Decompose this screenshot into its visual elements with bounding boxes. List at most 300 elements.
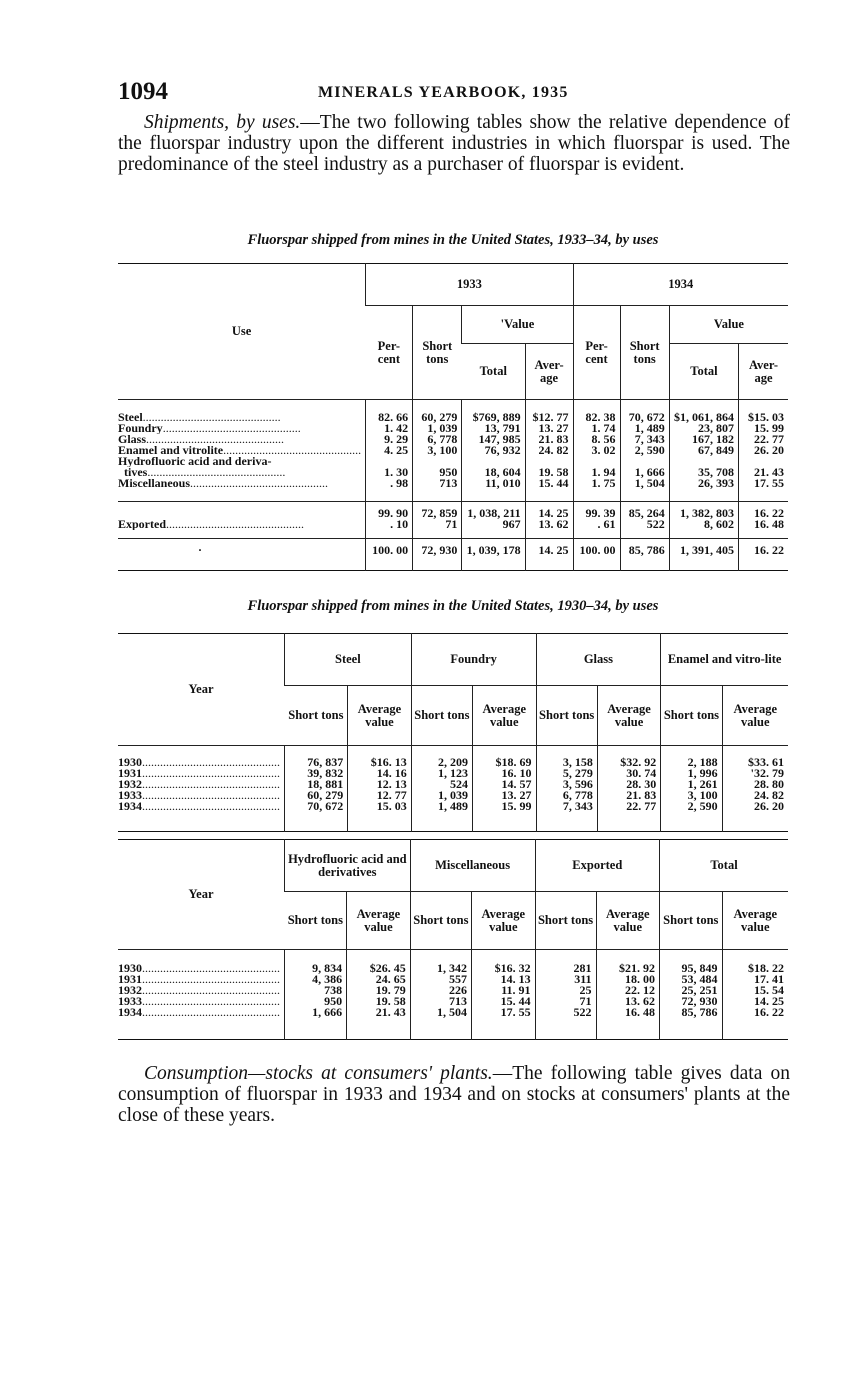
table-cell: [739, 502, 788, 539]
data-value: [538, 963, 592, 974]
data-value-text: 713: [439, 478, 458, 489]
data-value-text: 21. 83: [626, 790, 657, 801]
year-label-text: 1934: [118, 801, 142, 812]
data-value-text: $16. 13: [370, 757, 407, 768]
data-value: [600, 779, 656, 790]
leader-dots: ..............................................: [142, 996, 280, 1007]
table-row: [118, 950, 788, 1040]
short-tons-header: Short tons: [411, 686, 472, 746]
data-value: [725, 996, 784, 1007]
data-value-text: 1, 039: [438, 790, 469, 801]
data-value: [350, 768, 406, 779]
data-value: [287, 768, 343, 779]
data-value: [672, 478, 734, 489]
data-value-text: 3, 158: [562, 757, 593, 768]
steel-average-value: [348, 746, 411, 832]
table2-part1: [118, 633, 788, 832]
short-tons-1933-values: [413, 400, 462, 502]
total-cell: 14. 25: [525, 539, 573, 571]
data-value: [414, 779, 468, 790]
data-value-text: 16. 10: [501, 768, 532, 779]
data-value-text: 1, 489: [438, 801, 469, 812]
data-value: [464, 478, 520, 489]
data-value: [623, 467, 665, 478]
use-label: [118, 478, 361, 489]
year-label-text: 1934: [118, 1007, 142, 1018]
data-value-text: 8, 602: [704, 519, 735, 530]
enamel-short-tons: [661, 746, 722, 832]
data-value-text: 12. 77: [376, 790, 407, 801]
data-value: [576, 508, 616, 519]
data-value-text: '32. 79: [750, 768, 784, 779]
data-value: [287, 790, 343, 801]
short-tons-header: Short tons: [535, 892, 596, 950]
data-value-text: 14. 25: [754, 996, 784, 1007]
total-cell: 85, 786: [620, 539, 669, 571]
use-label-text: Foundry: [118, 423, 163, 434]
year-label: [118, 801, 280, 812]
use-label: [118, 445, 361, 456]
data-value-text: 6, 778: [427, 434, 458, 445]
data-value: [464, 412, 520, 423]
leader-dots: ..............................................: [147, 467, 286, 478]
data-value: [725, 779, 784, 790]
data-value: [414, 768, 468, 779]
use-header: Use: [118, 264, 366, 400]
group-header-miscellaneous: Miscellaneous: [410, 840, 535, 892]
group-header-exported: Exported: [535, 840, 659, 892]
year-label: [118, 779, 280, 790]
year-1934-header: 1934: [573, 264, 788, 306]
use-label-text: Steel: [118, 412, 143, 423]
data-value-text: 99. 90: [378, 508, 409, 519]
exported-short-tons: [535, 950, 596, 1040]
data-value-text: 60, 279: [421, 412, 458, 423]
data-value-text: 17. 55: [754, 478, 784, 489]
use-labels: [118, 400, 366, 502]
data-value-text: . 61: [597, 519, 616, 530]
data-value: [600, 768, 656, 779]
data-value: [368, 478, 408, 489]
data-value-text: 28. 30: [626, 779, 657, 790]
total-cell: 100. 00: [573, 539, 620, 571]
data-value-text: 1, 504: [634, 478, 665, 489]
data-value: [725, 974, 784, 985]
data-value-text: 557: [449, 974, 468, 985]
data-value: [287, 801, 343, 812]
data-value-text: 522: [573, 1007, 592, 1018]
leader-dots: ..............................................: [142, 1007, 280, 1018]
data-value-text: 35, 708: [698, 467, 735, 478]
data-value-text: 1, 504: [437, 1007, 468, 1018]
percent-1934-values: [573, 400, 620, 502]
total-average-value: [722, 950, 788, 1040]
total-value-1933-values: [462, 400, 525, 502]
average-header: Aver-age: [739, 344, 788, 400]
data-value-text: 522: [646, 519, 665, 530]
data-value-text: 5, 279: [562, 768, 593, 779]
data-value-text: 13. 62: [625, 996, 656, 1007]
data-value-text: 2, 209: [438, 757, 469, 768]
totals-label: ·: [198, 543, 203, 557]
data-value: [475, 790, 531, 801]
data-value-text: 13, 791: [484, 423, 521, 434]
data-value: [368, 423, 408, 434]
data-value-text: . 98: [390, 478, 409, 489]
table2-part2: [118, 839, 788, 1040]
year-label-text: 1933: [118, 790, 142, 801]
data-value-text: 76, 932: [484, 445, 521, 456]
data-value: [623, 412, 665, 423]
leader-dots: ..............................................: [142, 963, 280, 974]
group-header-hydrofluoric: Hydrofluoric acid and derivatives: [285, 840, 411, 892]
data-value-text: . 10: [390, 519, 409, 530]
data-value-text: 21. 43: [375, 1007, 406, 1018]
glass-short-tons: [536, 746, 597, 832]
short-tons-header: Short tons: [285, 686, 348, 746]
data-value-text: 1, 996: [687, 768, 718, 779]
data-value: [725, 1007, 784, 1018]
data-value: [623, 519, 665, 530]
data-value-text: 16. 22: [754, 508, 784, 519]
consumption-lead: Consumption—stocks at consumers' plants.: [144, 1063, 493, 1084]
short-tons-header: Short tons: [661, 686, 722, 746]
data-value: [662, 974, 717, 985]
data-value-text: 17. 55: [500, 1007, 531, 1018]
data-value-text: 82. 66: [378, 412, 409, 423]
data-value-text: $769, 889: [472, 412, 521, 423]
data-value: [287, 1007, 342, 1018]
data-value: [415, 478, 457, 489]
year-label: [118, 985, 280, 996]
data-value: [528, 467, 569, 478]
use-label-text: Enamel and vitrolite: [118, 445, 224, 456]
average-value-header: Average value: [722, 686, 788, 746]
data-value: [663, 779, 717, 790]
export-label: [118, 508, 361, 519]
average-value-header: Average value: [347, 892, 411, 950]
data-value-text: 70, 672: [628, 412, 665, 423]
data-value: [663, 801, 717, 812]
data-value: [663, 757, 717, 768]
data-value-text: 16. 48: [754, 519, 784, 530]
year-labels: [118, 950, 285, 1040]
intro-text: —The two following tables show the relative dependence of the fluorspar industry upon the different industries in which fluorspar is used. The predominance of the steel industry as a purchaser of fluorspar is evident.: [118, 112, 790, 175]
data-value: [741, 467, 784, 478]
table-cell: [669, 502, 738, 539]
data-value: [350, 757, 406, 768]
data-value: [576, 423, 616, 434]
data-value: [672, 467, 734, 478]
year-label: [118, 757, 280, 768]
total-cell: 1, 039, 178: [462, 539, 525, 571]
short-tons-header: Short tons: [410, 892, 471, 950]
year-label-text: 1931: [118, 974, 142, 985]
data-value: [464, 519, 520, 530]
data-value: [538, 1007, 592, 1018]
data-value-text: 85, 786: [681, 1007, 718, 1018]
data-value: [415, 456, 457, 467]
year-labels: [118, 746, 285, 832]
leader-dots: ..............................................: [190, 478, 328, 489]
data-value: [741, 423, 784, 434]
data-value-text: 16. 48: [625, 1007, 656, 1018]
data-value-text: 15. 99: [501, 801, 532, 812]
data-value-text: 17. 41: [754, 974, 784, 985]
data-value-text: 967: [502, 519, 521, 530]
group-header-total: Total: [660, 840, 788, 892]
data-value-text: 19. 58: [375, 996, 406, 1007]
data-value: [350, 790, 406, 801]
data-value: [741, 508, 784, 519]
year-label: [118, 974, 280, 985]
data-value-text: 19. 58: [538, 467, 569, 478]
short-tons-header: Short tons: [536, 686, 597, 746]
data-value-text: 15. 44: [500, 996, 531, 1007]
data-value-text: 30. 74: [626, 768, 657, 779]
data-value: [287, 974, 342, 985]
data-value: [368, 456, 408, 467]
year-label-text: 1931: [118, 768, 142, 779]
leader-dots: ..............................................: [146, 434, 285, 445]
data-value-text: 22. 77: [754, 434, 784, 445]
data-value: [415, 519, 457, 530]
leader-dots: ..............................................: [142, 768, 280, 779]
data-value: [528, 434, 569, 445]
data-value: [350, 779, 406, 790]
data-value: [464, 508, 520, 519]
data-value: [349, 996, 406, 1007]
data-value-text: $21. 92: [619, 963, 656, 974]
data-value: [528, 519, 569, 530]
data-value-text: 24. 65: [375, 974, 406, 985]
data-value-text: 1, 261: [687, 779, 718, 790]
group-header-enamel: Enamel and vitro-lite: [661, 634, 788, 686]
total-cell: 100. 00: [366, 539, 413, 571]
total-cell: 72, 930: [413, 539, 462, 571]
data-value-text: 67, 849: [698, 445, 735, 456]
data-value: [663, 768, 717, 779]
data-value-text: 950: [439, 467, 458, 478]
data-value-text: 60, 279: [307, 790, 344, 801]
data-value-text: 14. 25: [538, 508, 569, 519]
data-value-text: $12. 77: [532, 412, 569, 423]
data-value-text: 311: [574, 974, 592, 985]
data-value: [600, 801, 656, 812]
leader-dots: ..............................................: [166, 519, 304, 530]
data-value-text: 26. 20: [754, 445, 784, 456]
leader-dots: ..............................................: [142, 412, 281, 423]
leader-dots: ..............................................: [223, 445, 362, 456]
year-label: [118, 996, 280, 1007]
average-value-header: Average value: [472, 892, 536, 950]
year-header: Year: [118, 634, 285, 746]
group-header-foundry: Foundry: [411, 634, 536, 686]
data-value: [287, 996, 342, 1007]
data-value: [287, 985, 342, 996]
total-cell: 16. 22: [739, 539, 788, 571]
data-value-text: 738: [324, 985, 343, 996]
group-header-glass: Glass: [536, 634, 661, 686]
page-number: 1094: [118, 78, 168, 105]
data-value: [725, 768, 784, 779]
data-value: [662, 996, 717, 1007]
data-value-text: 53, 484: [681, 974, 718, 985]
data-value-text: 13. 62: [538, 519, 569, 530]
data-value: [672, 434, 734, 445]
data-value-text: 21. 83: [538, 434, 569, 445]
data-value: [741, 434, 784, 445]
year-label-text: 1933: [118, 996, 142, 1007]
data-value: [672, 423, 734, 434]
data-value-text: 8. 56: [591, 434, 616, 445]
foundry-short-tons: [411, 746, 472, 832]
year-label: [118, 768, 280, 779]
data-value: [538, 985, 592, 996]
data-value-text: 22. 12: [625, 985, 656, 996]
data-value: [599, 985, 656, 996]
value-header: 'Value: [462, 306, 573, 344]
data-value: [414, 801, 468, 812]
data-value-text: 72, 930: [681, 996, 718, 1007]
data-value-text: 11, 010: [485, 478, 521, 489]
data-value: [528, 478, 569, 489]
data-value-text: 99. 39: [585, 508, 616, 519]
data-value: [741, 478, 784, 489]
data-value-text: 15. 03: [376, 801, 407, 812]
data-value-text: 26. 20: [754, 801, 784, 812]
data-value-text: 1, 382, 803: [680, 508, 735, 519]
data-value: [576, 456, 616, 467]
data-value: [539, 779, 593, 790]
short-tons-header: Short tons: [285, 892, 347, 950]
data-value-text: 1. 30: [384, 467, 409, 478]
use-label: [118, 467, 361, 478]
data-value-text: 19. 79: [375, 985, 406, 996]
data-value-text: 1. 42: [384, 423, 409, 434]
data-value-text: 95, 849: [681, 963, 718, 974]
data-value: [413, 963, 467, 974]
table-row: [118, 400, 788, 502]
data-value: [413, 1007, 467, 1018]
data-value: [464, 456, 520, 467]
data-value: [287, 963, 342, 974]
data-value-text: $18. 69: [495, 757, 532, 768]
use-label: [118, 423, 361, 434]
data-value-text: 15. 99: [754, 423, 784, 434]
table-cell: [462, 502, 525, 539]
average-value-header: Average value: [722, 892, 788, 950]
data-value: [349, 963, 406, 974]
data-value-text: 71: [579, 996, 592, 1007]
data-value: [350, 801, 406, 812]
short-tons-header: Short tons: [620, 306, 669, 400]
data-value: [672, 412, 734, 423]
data-value: [741, 445, 784, 456]
data-value-text: 3, 100: [427, 445, 458, 456]
page-header: [118, 78, 788, 108]
data-value-text: 76, 837: [307, 757, 344, 768]
data-value-text: 82. 38: [585, 412, 616, 423]
data-value: [414, 790, 468, 801]
data-value-text: 226: [449, 985, 468, 996]
table1: [118, 263, 788, 571]
data-value-text: 1. 74: [591, 423, 616, 434]
data-value-text: 26, 393: [698, 478, 735, 489]
use-label-text: Miscellaneous: [118, 478, 190, 489]
data-value: [576, 412, 616, 423]
data-value: [662, 985, 717, 996]
group-header-steel: Steel: [285, 634, 412, 686]
enamel-average-value: [722, 746, 788, 832]
data-value-text: 11. 91: [501, 985, 531, 996]
year-label: [118, 963, 280, 974]
data-value: [474, 996, 531, 1007]
data-value-text: $26. 45: [369, 963, 406, 974]
data-value-text: 1, 489: [634, 423, 665, 434]
data-value-text: 1, 039: [427, 423, 458, 434]
data-value-text: 4, 386: [312, 974, 343, 985]
data-value-text: 28. 80: [754, 779, 784, 790]
use-label-text: Hydrofluoric acid and deriva-: [118, 456, 272, 467]
data-value-text: 25: [579, 985, 592, 996]
data-value: [599, 1007, 656, 1018]
average-value-header: Average value: [596, 892, 660, 950]
data-value: [368, 445, 408, 456]
data-value: [539, 790, 593, 801]
data-value-text: $32. 92: [620, 757, 657, 768]
data-value: [662, 1007, 717, 1018]
data-value: [368, 519, 408, 530]
data-value-text: 9. 29: [384, 434, 409, 445]
table-row: [118, 746, 788, 832]
data-value-text: 1, 123: [438, 768, 469, 779]
data-value-text: $33. 61: [748, 757, 784, 768]
data-value: [413, 996, 467, 1007]
data-value-text: 39, 832: [307, 768, 344, 779]
total-header: Total: [669, 344, 738, 400]
data-value: [415, 423, 457, 434]
short-tons-1934-values: [620, 400, 669, 502]
data-value: [368, 412, 408, 423]
data-value: [415, 467, 457, 478]
export-label: [118, 519, 361, 530]
average-value-header: Average value: [348, 686, 411, 746]
data-value: [576, 519, 616, 530]
data-value-text: 167, 182: [692, 434, 735, 445]
data-value: [368, 467, 408, 478]
data-value: [623, 434, 665, 445]
data-value: [528, 412, 569, 423]
intro-paragraph: [118, 112, 790, 175]
data-value-text: 1, 342: [437, 963, 468, 974]
table-cell: [525, 502, 573, 539]
data-value: [741, 456, 784, 467]
leader-dots: ..............................................: [142, 985, 280, 996]
total-value-1934-values: [669, 400, 738, 502]
data-value: [623, 508, 665, 519]
data-value-text: 70, 672: [307, 801, 344, 812]
miscellaneous-average-value: [472, 950, 536, 1040]
data-value: [349, 974, 406, 985]
data-value: [475, 768, 531, 779]
average-value-1934-values: [739, 400, 788, 502]
data-value-text: 7, 343: [634, 434, 665, 445]
data-value: [349, 1007, 406, 1018]
total-header: Total: [462, 344, 525, 400]
data-value: [538, 974, 592, 985]
table1-caption: Fluorspar shipped from mines in the United States, 1933–34, by uses: [247, 232, 659, 248]
